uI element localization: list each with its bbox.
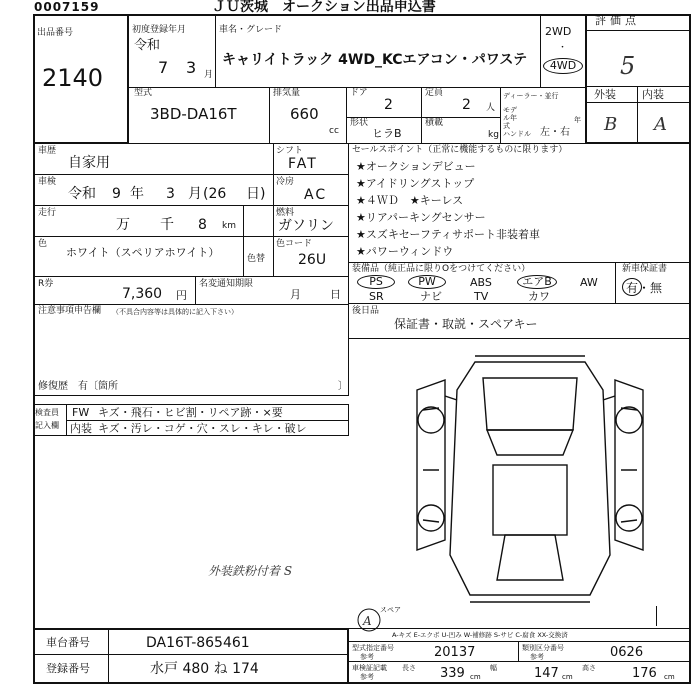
- listing-number-label: 出品番号: [37, 28, 74, 38]
- fw-items: キズ・飛石・ヒビ割・リペア跡・×要: [98, 406, 283, 419]
- displacement-unit: cc: [329, 126, 339, 136]
- height-unit: cm: [664, 673, 675, 681]
- fw-label: FW: [72, 406, 90, 419]
- length-label: 長さ: [402, 664, 416, 672]
- color-code: 26U: [298, 252, 327, 268]
- sales-point: ★アイドリングストップ: [356, 177, 475, 190]
- evaluation-box: [585, 14, 691, 144]
- recycle-unit: 円: [176, 289, 187, 302]
- displacement-label: 排気量: [273, 88, 301, 98]
- width: 147: [534, 666, 559, 681]
- equipment-pw: PW: [408, 275, 446, 289]
- fuel-label: 燃料: [276, 208, 295, 218]
- model-type-label: 型式: [134, 88, 153, 98]
- height-label: 高さ: [582, 664, 596, 672]
- interior-label: 内装: [642, 88, 664, 101]
- repair-value: 有〔箇所: [78, 381, 118, 392]
- sales-point: ★４ＷＤ ★キーレス: [356, 194, 464, 207]
- drive-4wd: 4WD: [543, 58, 583, 74]
- shape: ヒラB: [372, 127, 402, 140]
- notice-day-unit: 日: [330, 288, 341, 301]
- class-label: 類別区分番号: [522, 644, 564, 652]
- recycle-label: R券: [38, 279, 54, 289]
- repair-close: 〕: [338, 381, 348, 392]
- car-body-diagram: [405, 350, 655, 610]
- drive-dot: ・: [558, 43, 568, 53]
- shift-label: シフト: [276, 146, 304, 156]
- registration-era: 令和: [134, 38, 161, 53]
- mileage-km: km: [222, 221, 236, 231]
- plate-label: 登録番号: [46, 662, 90, 675]
- evaluation-label: 評価点: [595, 14, 640, 27]
- model-year-unit: 年: [574, 116, 581, 124]
- interior-grade: A: [654, 114, 667, 135]
- width-unit: cm: [562, 673, 573, 681]
- registration-year: 7: [158, 58, 169, 77]
- car-name: キャリイトラック 4WD_KCエアコン・パワステ: [222, 52, 528, 68]
- width-label: 幅: [490, 664, 497, 672]
- equipment-ps: PS: [357, 275, 395, 289]
- equipment-aw: AW: [580, 276, 598, 289]
- ac: AC: [304, 187, 328, 203]
- spec-number: 20137: [434, 645, 476, 660]
- rear-items: 保証書・取説・スペアキー: [394, 317, 538, 331]
- registration-month: 3: [186, 58, 197, 77]
- interior-check-label: 内装: [70, 422, 92, 435]
- interior-check-items: キズ・汚レ・コゲ・穴・スレ・キレ・破レ: [98, 422, 307, 435]
- car-name-label: 車名・グレード: [219, 25, 283, 35]
- shape-label: 形状: [350, 118, 369, 128]
- sales-point: ★リアパーキングセンサー: [356, 211, 486, 224]
- color-change-label: 色替: [247, 254, 266, 264]
- handle-label: ハンドル: [503, 130, 531, 138]
- inspector-label-bottom: 記入欄: [35, 421, 59, 430]
- displacement: 660: [290, 105, 319, 123]
- equipment-airbag: エアB: [517, 275, 557, 289]
- plate-number: 水戸 480 ね 174: [150, 661, 259, 677]
- load-unit: kg: [488, 130, 499, 140]
- capacity-label: 定員: [425, 88, 444, 98]
- header-title: ＪＵ茨城 オークション出品申込書: [212, 0, 436, 15]
- registration-month-unit: 月: [204, 70, 214, 80]
- inspection-era: 令和: [68, 186, 96, 202]
- warranty-label: 新車保証書: [622, 264, 668, 274]
- class-number: 0626: [610, 645, 644, 660]
- class-ref: 参考: [530, 653, 544, 661]
- dims-label: 車検証記載: [352, 664, 387, 672]
- drive-2wd: 2WD: [545, 25, 572, 38]
- equipment-navi: ナビ: [420, 290, 442, 303]
- repair-label: 修復歴: [38, 381, 68, 392]
- chassis-number: DA16T-865461: [146, 635, 250, 651]
- inspector-label-top: 検査員: [35, 408, 59, 417]
- handwritten-tick: [656, 606, 657, 626]
- equipment-label: 装備品（純正品に限りOをつけてください）: [352, 264, 531, 274]
- dims-ref: 参考: [360, 673, 374, 681]
- inspection-day-unit: 日): [246, 186, 266, 202]
- exterior-label: 外装: [594, 88, 616, 101]
- evaluation-score: 5: [620, 52, 636, 80]
- spec-label: 型式指定番号: [352, 644, 394, 652]
- color-name: ホワイト（スペリアホワイト）: [66, 246, 220, 259]
- inspection-month: 3: [166, 186, 175, 202]
- sales-point: ★パワーウィンドウ: [356, 245, 454, 258]
- doors-label: ドア: [350, 88, 368, 98]
- color-code-label: 色コード: [276, 239, 313, 249]
- listing-number: 2140: [42, 64, 104, 92]
- warranty-selected-mark: [622, 278, 642, 296]
- equipment-leather: カワ: [528, 290, 550, 303]
- fuel: ガソリン: [278, 218, 334, 234]
- usage: 自家用: [68, 155, 110, 171]
- registration-label: 初度登録年月: [132, 25, 187, 35]
- handwritten-note: 外装鉄粉付着 S: [208, 564, 293, 578]
- inspection-label: 車検: [38, 177, 57, 187]
- equipment-tv: TV: [474, 290, 489, 303]
- sales-point: ★スズキセーフティサポート非装着車: [356, 228, 540, 241]
- ac-label: 冷房: [276, 177, 295, 187]
- sales-point: ★オークションデビュー: [356, 160, 476, 173]
- exterior-grade: B: [604, 114, 618, 135]
- load-label: 積載: [425, 118, 444, 128]
- mileage-sen: 千: [160, 217, 174, 233]
- length-unit: cm: [470, 673, 481, 681]
- notice-label: 名変通知期限: [199, 279, 254, 289]
- damage-legend: A-キズ E-エクボ U-凹み W-補修跡 S-サビ C-腐食 XX-交換済: [392, 631, 568, 639]
- dealer-label: ディーラー・並行: [503, 92, 559, 100]
- warranty: 有・無: [626, 281, 663, 295]
- equipment-abs: ABS: [470, 276, 492, 289]
- rear-items-label: 後日品: [352, 306, 380, 316]
- inspection-year-unit: 年: [130, 186, 144, 202]
- chassis-label: 車台番号: [46, 636, 90, 649]
- mileage-man: 万: [116, 217, 130, 233]
- height: 176: [632, 666, 657, 681]
- model-type: 3BD-DA16T: [150, 105, 237, 123]
- header-number: 0007159: [34, 0, 100, 14]
- doors: 2: [384, 97, 393, 113]
- inspection-day: (26: [203, 186, 227, 202]
- inspection-month-unit: 月: [188, 186, 202, 202]
- sales-points-label: セールスポイント（正常に機能するものに限ります）: [352, 145, 568, 155]
- notes-label: 注意事項申告欄: [38, 306, 102, 316]
- mileage-value: 8: [198, 217, 207, 233]
- spec-ref: 参考: [360, 653, 374, 661]
- capacity-unit: 人: [486, 103, 496, 113]
- svg-text:A: A: [363, 614, 372, 628]
- shift: FAT: [288, 156, 318, 172]
- equipment-sr: SR: [369, 290, 384, 303]
- length: 339: [440, 666, 465, 681]
- notice-month-unit: 月: [290, 288, 301, 301]
- usage-label: 車歴: [38, 146, 57, 156]
- color-label: 色: [38, 239, 48, 249]
- capacity: 2: [462, 97, 471, 113]
- spare-label: スペア: [380, 606, 401, 614]
- inspection-year: 9: [112, 186, 121, 202]
- handle: 左・右: [540, 127, 570, 138]
- model-year-label: モデル年式: [503, 106, 517, 130]
- notes-sub: （不具合内容等は具体的に記入下さい）: [112, 308, 238, 316]
- recycle-amount: 7,360: [122, 286, 163, 302]
- mileage-label: 走行: [38, 208, 57, 218]
